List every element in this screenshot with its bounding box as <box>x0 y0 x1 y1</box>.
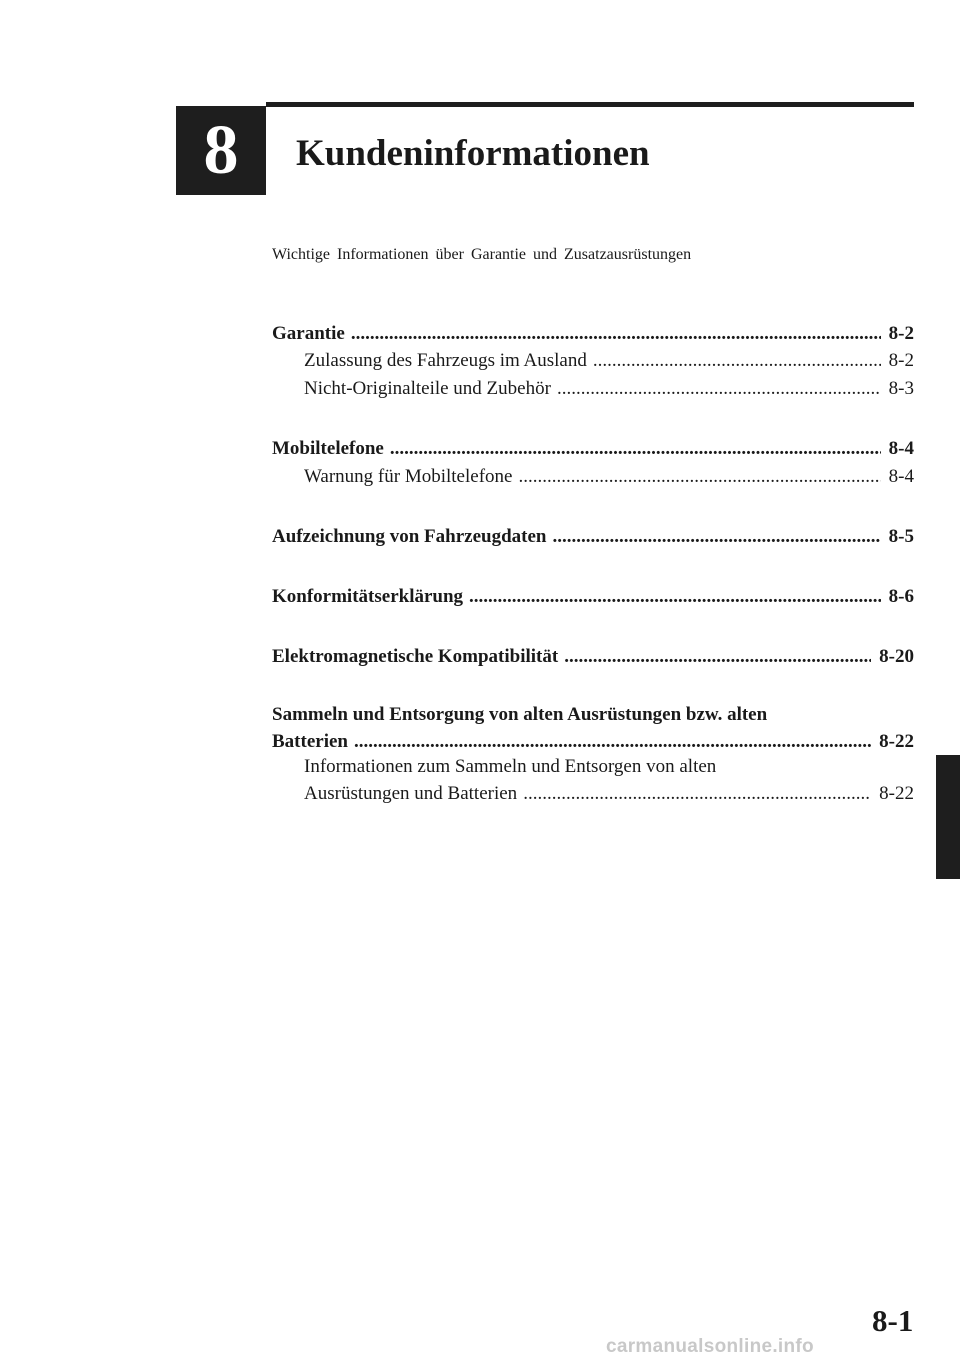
toc-entry-page: 8-22 <box>879 731 914 752</box>
toc-entry-title: Garantie <box>272 323 345 344</box>
toc-subentry-informationen-sammeln[interactable] <box>304 755 914 806</box>
chapter-number: 8 <box>203 111 239 189</box>
toc-leader-dots <box>593 349 881 373</box>
toc-entry-page: 8-20 <box>879 646 914 667</box>
toc-leader-dots <box>557 377 881 401</box>
toc-entry-title: Nicht-Originalteile und Zubehör <box>304 378 551 399</box>
toc-leader-dots <box>390 437 881 461</box>
toc-entry-page: 8-5 <box>888 526 914 547</box>
toc-entry-title-line1: Sammeln und Entsorgung von alten Ausrüstungen bzw. alten <box>272 704 768 725</box>
chapter-header-rule <box>266 102 914 107</box>
toc-entry-sammeln[interactable] <box>272 703 914 754</box>
toc-entry-mobiltelefone[interactable] <box>272 437 914 461</box>
toc-entry-page: 8-4 <box>888 438 914 459</box>
toc-leader-dots <box>518 465 880 489</box>
toc-entry-page: 8-22 <box>879 783 914 804</box>
chapter-title: Kundeninformationen <box>296 133 650 174</box>
toc-entry-aufzeichnung[interactable] <box>272 525 914 549</box>
toc-entry-konformitaet[interactable] <box>272 585 914 609</box>
toc-entry-title-line2: Ausrüstungen und Batterien <box>304 783 518 804</box>
toc-entry-garantie[interactable] <box>272 322 914 346</box>
toc-entry-title: Zulassung des Fahrzeugs im Ausland <box>304 350 587 371</box>
toc-leader-dots <box>552 525 880 549</box>
toc-leader-dots <box>354 730 871 754</box>
chapter-subtitle: Wichtige Informationen über Garantie und Zusatzausrüstungen <box>272 246 692 263</box>
toc-leader-dots <box>564 645 871 669</box>
toc-entry-title: Mobiltelefone <box>272 438 384 459</box>
toc-entry-title: Aufzeichnung von Fahrzeugdaten <box>272 526 547 547</box>
watermark-text: carmanualsonline.info <box>606 1336 814 1357</box>
toc-entry-title-line1: Informationen zum Sammeln und Entsorgen von alten <box>304 756 717 777</box>
toc-leader-dots <box>469 585 881 609</box>
toc-subentry-nicht-originalteile[interactable] <box>304 377 914 401</box>
toc-entry-title: Konformitätserklärung <box>272 586 464 607</box>
toc-entry-page: 8-2 <box>888 350 914 371</box>
toc-entry-title-line2: Batterien <box>272 731 348 752</box>
toc-entry-page: 8-4 <box>888 466 914 487</box>
toc-entry-title: Elektromagnetische Kompatibilität <box>272 646 559 667</box>
toc-entry-elektromagnetische[interactable] <box>272 645 914 669</box>
page-number: 8-1 <box>872 1303 914 1338</box>
toc-leader-dots <box>523 782 871 806</box>
toc-leader-dots <box>351 322 881 346</box>
toc-entry-page: 8-2 <box>888 323 914 344</box>
chapter-thumb-tab <box>936 755 960 879</box>
toc-entry-page: 8-3 <box>888 378 914 399</box>
toc-subentry-warnung[interactable] <box>304 465 914 489</box>
toc-entry-page: 8-6 <box>888 586 914 607</box>
toc-entry-title: Warnung für Mobiltelefone <box>304 466 513 487</box>
chapter-number-box <box>176 106 266 195</box>
toc-subentry-zulassung[interactable] <box>304 349 914 373</box>
